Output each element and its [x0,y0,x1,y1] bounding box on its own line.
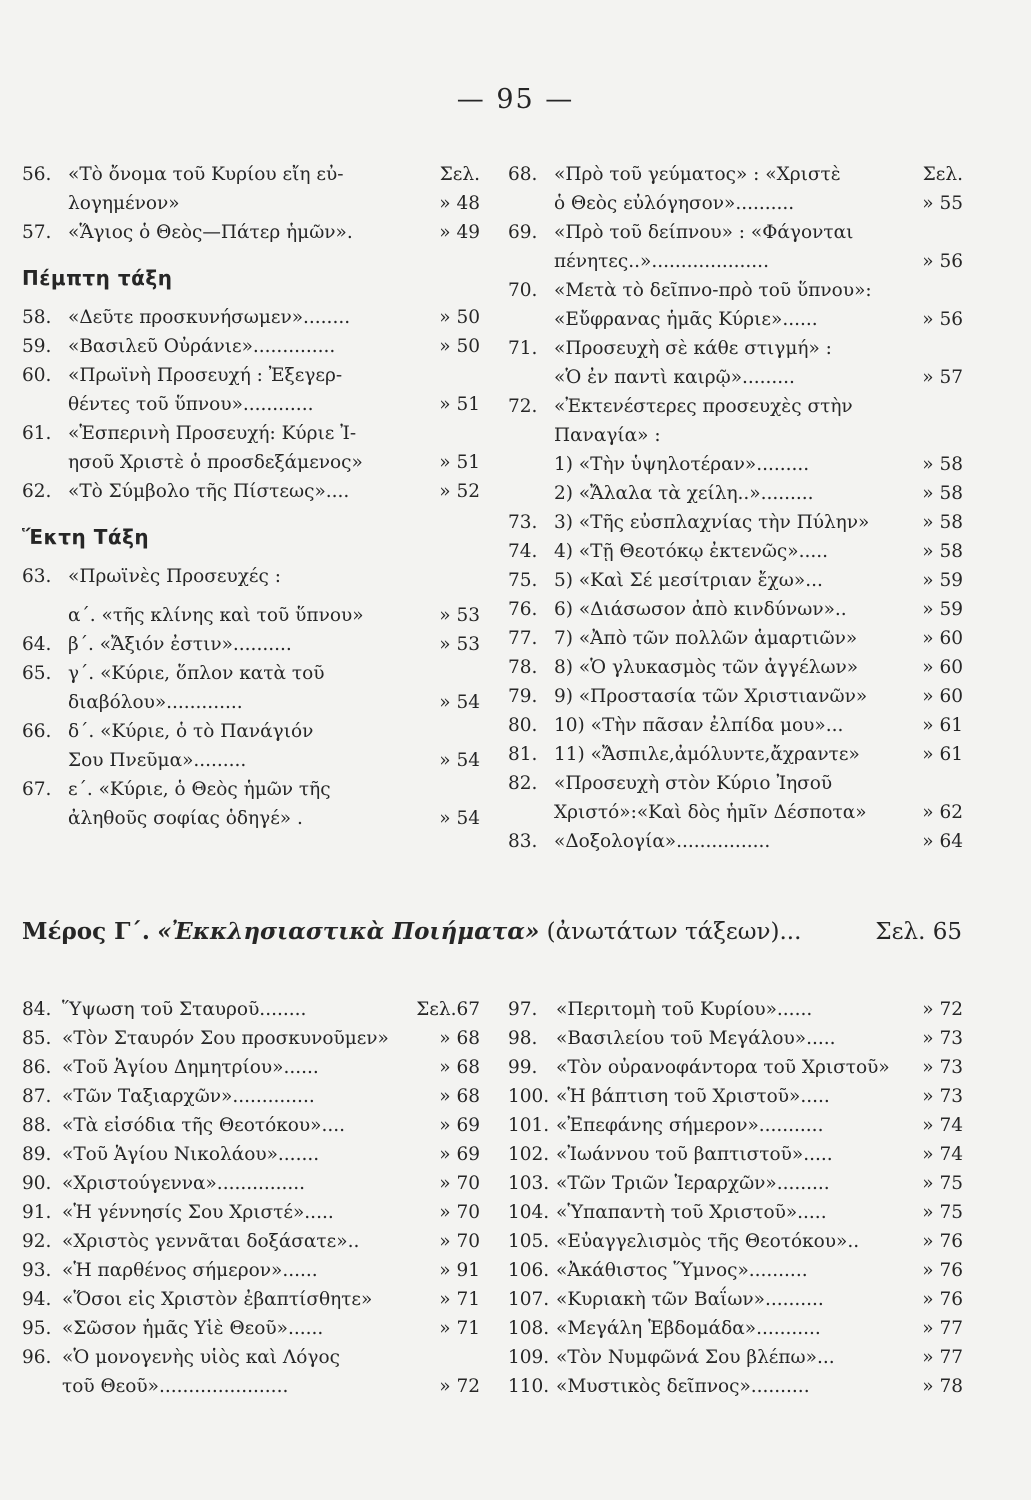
toc-entry [508,1372,963,1401]
entry-number: 69. [508,222,538,243]
entry-page: » 58 [920,450,963,479]
entry-page: » 48 [437,189,480,218]
entry-page: » 70 [437,1227,480,1256]
spacer [22,591,480,601]
entry-page: » 56 [920,305,963,334]
entry-page: » 75 [920,1198,963,1227]
page-number: — 95 — [456,84,575,115]
entry-title: «Εὔφρανας ἡμᾶς Κύριε»...... [554,309,818,330]
toc-entry [508,798,963,827]
entry-page: » 78 [920,1372,963,1401]
entry-title: «Ἡ γέννησίς Σου Χριστέ»..... [62,1202,334,1223]
entry-number: 71. [508,338,538,359]
entry-number: 89. [22,1144,52,1165]
toc-entry [22,160,480,189]
toc-entry [22,1198,480,1227]
part-work-title: «Ἐκκλησιαστικὰ Ποιήματα» [157,918,540,945]
toc-entry [508,1053,963,1082]
entry-title: «Τῶν Τριῶν Ἱεραρχῶν»......... [556,1173,830,1194]
entry-number: 110. [508,1376,550,1397]
entry-page: » 76 [920,1256,963,1285]
entry-title: «Πρὸ τοῦ γεύματος» : «Χριστὲ [554,164,841,185]
entry-number: 93. [22,1260,52,1281]
entry-number: 73. [508,512,538,533]
toc-entry [508,1169,963,1198]
entry-number: 70. [508,280,538,301]
entry-title: τοῦ Θεοῦ»...................... [62,1376,289,1397]
toc-entry [508,1140,963,1169]
entry-title: Ὕψωση τοῦ Σταυροῦ........ [62,999,307,1020]
entry-number: 91. [22,1202,52,1223]
entry-number: 81. [508,744,538,765]
toc-entry [508,305,963,334]
toc-entry [508,624,963,653]
entry-number: 62. [22,481,52,502]
entry-title: θέντες τοῦ ὕπνου»............ [68,394,314,415]
toc-entry [508,160,963,189]
entry-number: 105. [508,1231,550,1252]
entry-title: ησοῦ Χριστὲ ὁ προσδεξάμενος» [68,452,363,473]
toc-entry [22,1140,480,1169]
toc-entry [508,711,963,740]
entry-title: 4) «Τῇ Θεοτόκῳ ἐκτενῶς»..... [554,541,829,562]
toc-entry [22,775,480,804]
toc-entry [22,1082,480,1111]
entry-title: «Βασιλεῦ Οὐράνιε».............. [68,336,336,357]
toc-entry [22,303,480,332]
toc-entry [508,995,963,1024]
entry-page: » 60 [920,624,963,653]
entry-page: » 68 [437,1024,480,1053]
entry-number: 99. [508,1057,538,1078]
entry-number: 108. [508,1318,550,1339]
entry-title: «Πρωϊνὲς Προσευχές : [68,566,281,587]
entry-title: «Ἰωάννου τοῦ βαπτιστοῦ»..... [556,1144,833,1165]
entry-number: 63. [22,566,52,587]
toc-entry [508,247,963,276]
entry-page: » 74 [920,1111,963,1140]
entry-title: 1) «Τὴν ὑψηλοτέραν»......... [554,454,810,475]
entry-page: » 64 [920,827,963,856]
entry-page: » 54 [437,804,480,833]
toc-entry [22,361,480,390]
section-heading: Ἕκτη Τάξη [22,525,150,549]
entry-page: » 58 [920,537,963,566]
entry-page: » 76 [920,1285,963,1314]
entry-title: «Ὁ ἐν παντὶ καιρῷ»......... [554,367,795,388]
entry-number: 56. [22,164,52,185]
toc-entry [22,601,480,630]
entry-title: «Τὸν Σταυρόν Σου προσκυνοῦμεν» [62,1028,389,1049]
toc-entry [508,595,963,624]
entry-number: 92. [22,1231,52,1252]
entry-title: ε΄. «Κύριε, ὁ Θεὸς ἡμῶν τῆς [68,779,331,800]
entry-title: «Εὐαγγελισμὸς τῆς Θεοτόκου».. [556,1231,860,1252]
entry-title: 2) «Ἄλαλα τὰ χείλη..»......... [554,483,814,504]
entry-number: 84. [22,999,52,1020]
entry-title: διαβόλου»............. [68,692,243,713]
entry-page: » 77 [920,1314,963,1343]
entry-title: 7) «Ἀπὸ τῶν πολλῶν ἁμαρτιῶν» [554,628,858,649]
entry-number: 80. [508,715,538,736]
entry-page: » 68 [437,1082,480,1111]
toc-entry [22,688,480,717]
entry-title: «Τὰ εἰσόδια τῆς Θεοτόκου».... [62,1115,346,1136]
entry-title: ἀληθοῦς σοφίας ὁδηγέ» . [68,808,303,829]
toc-entry [508,1343,963,1372]
toc-entry [508,1198,963,1227]
entry-number: 79. [508,686,538,707]
entry-title: Παναγία» : [554,425,661,446]
entry-page: » 91 [437,1256,480,1285]
entry-page: » 59 [920,566,963,595]
entry-page: » 58 [920,479,963,508]
entry-title: 5) «Καὶ Σέ μεσίτριαν ἔχω»... [554,570,823,591]
toc-entry [508,1314,963,1343]
entry-number: 65. [22,663,52,684]
entry-page: Σελ.67 [414,995,480,1024]
entry-title: β΄. «Ἄξιόν ἐστιν».......... [68,634,292,655]
toc-entry [22,804,480,833]
entry-title: «Ἑσπερινὴ Προσευχή: Κύριε Ἰ- [68,423,357,444]
entry-number: 109. [508,1347,550,1368]
entry-page: » 54 [437,746,480,775]
entry-title: «Ἡ παρθένος σήμερον»...... [62,1260,318,1281]
toc-entry [508,827,963,856]
toc-entry [508,1024,963,1053]
entry-title: «Περιτομὴ τοῦ Κυρίου»...... [556,999,813,1020]
entry-page: Σελ. [921,160,963,189]
entry-page: » 59 [920,595,963,624]
entry-title: «Βασιλείου τοῦ Μεγάλου»..... [556,1028,836,1049]
toc-entry [22,1024,480,1053]
toc-entry [22,562,480,591]
toc-entry [508,392,963,421]
entry-number: 104. [508,1202,550,1223]
toc-entry [508,537,963,566]
entry-number: 100. [508,1086,550,1107]
entry-title: «Ὅσοι εἰς Χριστὸν ἐβαπτίσθητε» [62,1289,373,1310]
entry-title: 11) «Ἄσπιλε,ἀμόλυντε,ἄχραντε» [554,744,860,765]
toc-entry [22,1256,480,1285]
entry-number: 57. [22,222,52,243]
toc-entry [22,218,480,247]
entry-title: δ΄. «Κύριε, ὁ τὸ Πανάγιόν [68,721,314,742]
entry-title: «Ὁ μονογενὴς υἱὸς καὶ Λόγος [62,1347,340,1368]
entry-number: 67. [22,779,52,800]
entry-title: 9) «Προστασία τῶν Χριστιανῶν» [554,686,868,707]
toc-entry [22,1314,480,1343]
entry-title: «Δοξολογία»................ [554,831,771,852]
entry-title: «Τὸν Νυμφῶνά Σου βλέπω»... [556,1347,835,1368]
entry-title: 10) «Τὴν πᾶσαν ἐλπίδα μου»... [554,715,844,736]
entry-page: » 57 [920,363,963,392]
toc-entry [508,769,963,798]
entry-number: 72. [508,396,538,417]
entry-title: «Προσευχὴ στὸν Κύριο Ἰησοῦ [554,773,833,794]
toc-lower-right-column [508,995,963,1401]
entry-title: «Σῶσον ἡμᾶς Υἱὲ Θεοῦ»...... [62,1318,324,1339]
entry-page: » 56 [920,247,963,276]
entry-page: » 72 [437,1372,480,1401]
entry-number: 102. [508,1144,550,1165]
entry-title: «Τὸ ὄνομα τοῦ Κυρίου εἴη εὐ- [68,164,344,185]
entry-number: 88. [22,1115,52,1136]
entry-title: «Πρὸ τοῦ δείπνου» : «Φάγονται [554,222,854,243]
toc-upper-left-column [22,160,480,833]
entry-page: » 74 [920,1140,963,1169]
entry-page: » 69 [437,1140,480,1169]
entry-number: 64. [22,634,52,655]
toc-entry [508,189,963,218]
toc-entry [508,1227,963,1256]
entry-page: » 69 [437,1111,480,1140]
entry-number: 74. [508,541,538,562]
toc-entry [508,566,963,595]
entry-title: «Τὸν οὐρανοφάντορα τοῦ Χριστοῦ» [556,1057,890,1078]
toc-entry [22,746,480,775]
toc-entry [22,1343,480,1372]
entry-page: » 70 [437,1198,480,1227]
entry-page: » 68 [437,1053,480,1082]
toc-entry [508,1285,963,1314]
entry-number: 98. [508,1028,538,1049]
entry-page: » 77 [920,1343,963,1372]
entry-page: » 71 [437,1285,480,1314]
toc-entry [508,276,963,305]
entry-number: 106. [508,1260,550,1281]
entry-title: «Ἐκτενέστερες προσευχὲς στὴν [554,396,853,417]
toc-upper-right-column [508,160,963,856]
entry-title: Σου Πνεῦμα»......... [68,750,247,771]
entry-page: » 53 [437,601,480,630]
entry-page: » 60 [920,682,963,711]
entry-title: «Ἅγιος ὁ Θεὸς—Πάτερ ἡμῶν». [68,222,353,243]
entry-title: «Ὑπαπαντὴ τοῦ Χριστοῦ»..... [556,1202,827,1223]
part-heading [22,912,962,952]
toc-entry [508,1256,963,1285]
entry-page: » 61 [920,711,963,740]
toc-entry [22,1227,480,1256]
toc-entry [22,1372,480,1401]
toc-entry [508,1111,963,1140]
entry-page: » 51 [437,390,480,419]
section-heading: Πέμπτη τάξη [22,266,173,290]
toc-entry [508,334,963,363]
entry-page: » 61 [920,740,963,769]
toc-entry [22,659,480,688]
toc-entry [22,419,480,448]
entry-number: 58. [22,307,52,328]
entry-page: » 72 [920,995,963,1024]
entry-title: «Προσευχὴ σὲ κάθε στιγμή» : [554,338,832,359]
toc-entry [508,508,963,537]
entry-title: «Τοῦ Ἁγίου Δημητρίου»...... [62,1057,319,1078]
toc-entry [508,363,963,392]
entry-title: «Ἡ βάπτιση τοῦ Χριστοῦ»..... [556,1086,830,1107]
entry-number: 107. [508,1289,550,1310]
entry-page: » 58 [920,508,963,537]
entry-title: «Χριστούγεννα»............... [62,1173,306,1194]
entry-title: ὁ Θεὸς εὐλόγησον».......... [554,193,795,214]
entry-title: «Ἀκάθιστος Ὕμνος».......... [556,1260,808,1281]
entry-number: 103. [508,1173,550,1194]
toc-entry [22,1169,480,1198]
entry-title: «Τὸ Σύμβολο τῆς Πίστεως».... [68,481,350,502]
entry-title: «Μετὰ τὸ δεῖπνο-πρὸ τοῦ ὕπνου»: [554,280,872,301]
toc-entry [508,653,963,682]
entry-page: » 50 [437,303,480,332]
toc-entry [22,717,480,746]
toc-entry [508,682,963,711]
toc-entry [22,1285,480,1314]
entry-title: «Μυστικὸς δεῖπνος».......... [556,1376,810,1397]
entry-title: Χριστό»:«Καὶ δὸς ἡμῖν Δέσποτα» [554,802,867,823]
entry-title: 3) «Τῆς εὐσπλαχνίας τὴν Πύλην» [554,512,870,533]
entry-page: » 73 [920,1082,963,1111]
entry-number: 86. [22,1057,52,1078]
entry-page: » 54 [437,688,480,717]
toc-entry [22,332,480,361]
entry-page: » 75 [920,1169,963,1198]
entry-number: 76. [508,599,538,620]
entry-number: 60. [22,365,52,386]
entry-number: 97. [508,999,538,1020]
entry-number: 94. [22,1289,52,1310]
entry-number: 90. [22,1173,52,1194]
entry-page: Σελ. [438,160,480,189]
entry-page: » 55 [920,189,963,218]
toc-entry [22,630,480,659]
entry-page: » 73 [920,1053,963,1082]
entry-number: 95. [22,1318,52,1339]
toc-entry [508,218,963,247]
toc-entry [22,995,480,1024]
toc-entry [22,1111,480,1140]
entry-number: 68. [508,164,538,185]
toc-entry [22,189,480,218]
toc-entry [508,450,963,479]
entry-title: α΄. «τῆς κλίνης καὶ τοῦ ὕπνου» [68,605,364,626]
entry-number: 77. [508,628,538,649]
entry-number: 87. [22,1086,52,1107]
entry-title: λογημένον» [68,193,180,214]
toc-entry [508,740,963,769]
entry-title: «Ἐπεφάνης σήμερον»........... [556,1115,824,1136]
entry-page: » 70 [437,1169,480,1198]
entry-title: «Τοῦ Ἁγίου Νικολάου»....... [62,1144,320,1165]
entry-title: γ΄. «Κύριε, ὅπλον κατὰ τοῦ [68,663,325,684]
toc-entry [508,479,963,508]
entry-number: 78. [508,657,538,678]
toc-entry [22,390,480,419]
entry-number: 82. [508,773,538,794]
toc-entry [22,477,480,506]
part-note: (ἀνωτάτων τάξεων)... [546,919,802,945]
entry-page: » 51 [437,448,480,477]
entry-page: » 52 [437,477,480,506]
entry-page: » 73 [920,1024,963,1053]
entry-title: «Μεγάλη Ἑβδομάδα»........... [556,1318,821,1339]
part-label: Μέρος Γ΄. [22,918,150,945]
toc-entry [508,1082,963,1111]
entry-page: » 49 [437,218,480,247]
entry-number: 75. [508,570,538,591]
entry-title: «Τῶν Ταξιαρχῶν».............. [62,1086,315,1107]
entry-number: 66. [22,721,52,742]
entry-number: 85. [22,1028,52,1049]
entry-number: 61. [22,423,52,444]
entry-page: » 76 [920,1227,963,1256]
entry-page: » 60 [920,653,963,682]
entry-number: 83. [508,831,538,852]
entry-number: 59. [22,336,52,357]
toc-lower-left-column [22,995,480,1401]
entry-title: 8) «Ὁ γλυκασμὸς τῶν ἀγγέλων» [554,657,859,678]
entry-number: 101. [508,1115,550,1136]
toc-entry [508,421,963,450]
toc-entry [22,1053,480,1082]
entry-page: » 62 [920,798,963,827]
entry-title: «Δεῦτε προσκυνήσωμεν»........ [68,307,351,328]
entry-number: 96. [22,1347,52,1368]
entry-title: 6) «Διάσωσον ἀπὸ κινδύνων».. [554,599,847,620]
entry-title: «Πρωϊνὴ Προσευχή : Ἐξεγερ- [68,365,343,386]
entry-page: » 53 [437,630,480,659]
entry-page: » 50 [437,332,480,361]
toc-entry [22,448,480,477]
entry-page: » 71 [437,1314,480,1343]
part-page: Σελ. 65 [875,919,962,945]
entry-title: «Κυριακὴ τῶν Βαΐων».......... [556,1289,824,1310]
entry-title: πένητες..».................... [554,251,769,272]
entry-title: «Χριστὸς γεννᾶται δοξάσατε».. [62,1231,360,1252]
